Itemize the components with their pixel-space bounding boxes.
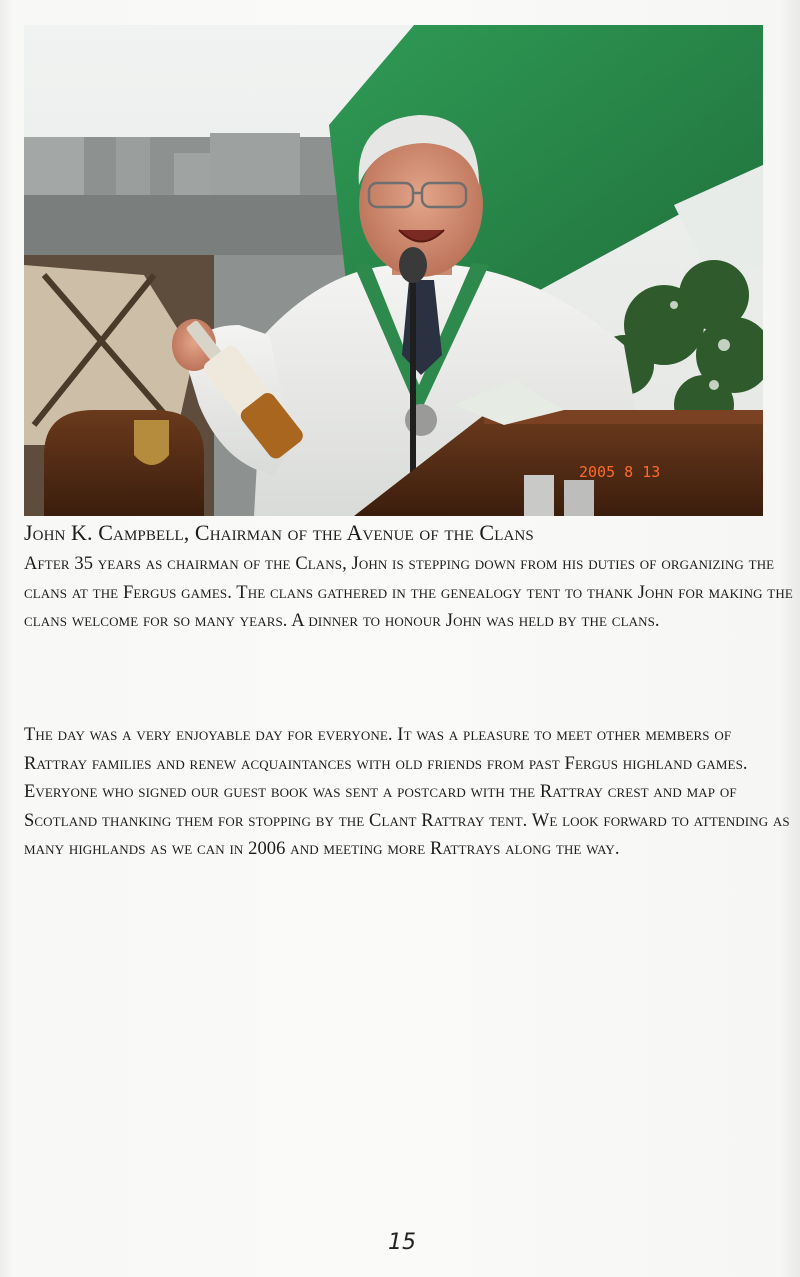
- photo-image: [24, 25, 763, 516]
- caption-title: John K. Campbell, Chairman of the Avenue of the Clans: [24, 520, 534, 545]
- caption-paragraph-1: After 35 years as chairman of the Clans, John is stepping down from his duties of organizing the clans at the Fergus games. The clans gathered in the genealogy tent to thank John for making the clans welcome for so many years. A dinner to honour John was held by the clans.: [24, 554, 793, 631]
- caption-paragraph-2: The day was a very enjoyable day for everyone. It was a pleasure to meet other members of Rattray families and renew acquaintances with old friends from past Fergus highland games. Everyone who signed our guest book was sent a postcard with the Rattray crest and map of Scotland thanking them for stopping by the Clant Rattray tent. We look forward to attending as many highlands as we can in 2006 and meeting more Rattrays along the way.: [24, 725, 790, 859]
- photo-date-stamp: 2005 8 13: [579, 463, 661, 481]
- photo: [24, 25, 763, 516]
- page-number: 15: [388, 1230, 416, 1255]
